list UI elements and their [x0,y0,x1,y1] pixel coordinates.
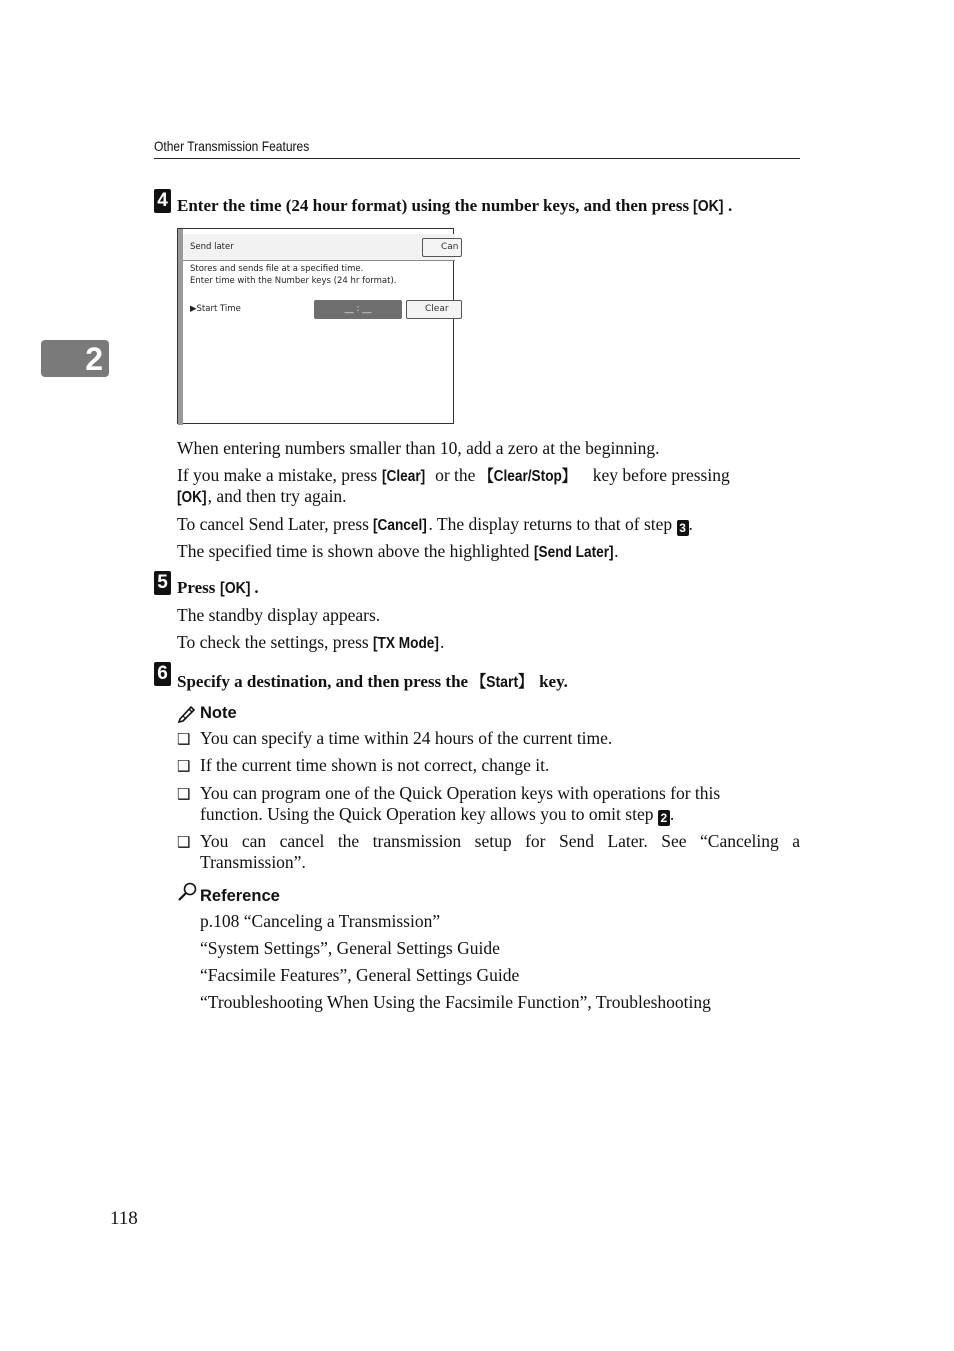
clear-button-ref: [Clear] [381,468,425,485]
note-item-3-line-1: You can program one of the Quick Operation keys with operations for this [200,783,721,803]
screen-line-1: Stores and sends file at a specified time. [190,264,364,274]
checkbox-icon: ❑ [177,730,191,748]
note-item-3-line-2 [200,804,674,826]
p3-text-b: . The display returns to that of step [428,514,677,534]
step-4-paragraph-2-cont [177,486,347,508]
step-4-number: 4 [154,189,171,213]
p4-text-a: The specified time is shown above the highlighted [177,541,534,561]
note-item-3-text: function. Using the Quick Operation key allows you to omit step [200,804,658,824]
reference-heading: Reference [200,887,280,905]
note-item-2: If the current time shown is not correct, change it. [200,755,550,775]
step-4-paragraph-3 [177,514,693,536]
step-4-period: . [727,196,733,215]
screen-clear-button[interactable]: Clear [406,300,462,319]
step-6-number: 6 [154,662,171,686]
checkbox-icon: ❑ [177,833,191,851]
p3-text-c: . [688,514,693,534]
p2-text-d: , and then try again. [207,486,347,506]
step-4-paragraph-4 [177,541,619,563]
p2-text-c: key before pressing [588,465,730,485]
step-4-heading [177,196,732,216]
note-item-3-period: . [669,804,675,824]
step-6-text-after: key. [534,672,568,691]
step-5-paragraph-1: The standby display appears. [177,605,381,625]
reference-item: “System Settings”, General Settings Guide [200,938,500,958]
step-4-paragraph-2 [177,465,799,487]
screen-line-2: Enter time with the Number keys (24 hr format). [190,276,397,286]
reference-item: p.108 “Canceling a Transmission” [200,911,441,931]
step-5-heading [177,578,259,598]
ok-button-ref: [OK] [693,198,724,215]
checkbox-icon: ❑ [177,785,191,803]
p4-text-b: . [614,541,619,561]
p2-text-a: If you make a mistake, press [177,465,382,485]
screen-cancel-button[interactable]: Can [422,238,462,257]
step-5-number: 5 [154,571,171,595]
note-item-1: You can specify a time within 24 hours of the current time. [200,728,613,748]
screen-title: Send later [190,242,234,252]
step-6-text: Specify a destination, and then press the [177,672,473,691]
p2-text-b: or the [430,465,480,485]
clear-stop-key-ref: 【Clear/Stop】 [479,468,576,485]
screen-time-field[interactable]: __ : __ [314,300,402,319]
screen-start-time-label: ▶Start Time [190,304,241,314]
start-key-ref: 【Start】 [472,674,533,691]
step-3-ref: 3 [677,520,689,536]
header-rule [154,158,800,159]
step-4-paragraph-1: When entering numbers smaller than 10, add a zero at the beginning. [177,438,660,458]
tx-mode-button-ref: [TX Mode] [373,635,440,652]
step-2-ref: 2 [658,810,670,826]
pencil-icon [177,703,197,723]
note-item-4-line-2: Transmission”. [200,852,306,872]
reference-item: “Facsimile Features”, General Settings Guide [200,965,520,985]
step-5-p2-text-a: To check the settings, press [177,632,374,652]
chapter-tab: 2 [41,340,109,377]
magnifier-icon [177,881,199,903]
note-item-4-line-1: You can cancel the transmission setup for Send Later. See “Canceling a [200,831,800,851]
step-6-heading [177,669,568,692]
step-5-paragraph-2 [177,632,444,654]
cancel-button-ref: [Cancel] [373,517,428,534]
step-5-text: Press [177,578,220,597]
send-later-button-ref: [Send Later] [533,544,614,561]
ok-button-ref-2: [OK] [177,489,207,506]
step-5-p2-text-b: . [440,632,445,652]
reference-item: “Troubleshooting When Using the Facsimile Function”, Troubleshooting [200,992,711,1012]
step-5-period: . [254,578,259,597]
running-header: Other Transmission Features [154,138,310,154]
p3-text-a: To cancel Send Later, press [177,514,374,534]
step-4-text: Enter the time (24 hour format) using the number keys, and then press [177,196,694,215]
checkbox-icon: ❑ [177,757,191,775]
page-number: 118 [110,1208,138,1229]
ok-button-ref-3: [OK] [219,580,251,597]
note-heading: Note [200,704,237,722]
send-later-screen [177,228,459,424]
